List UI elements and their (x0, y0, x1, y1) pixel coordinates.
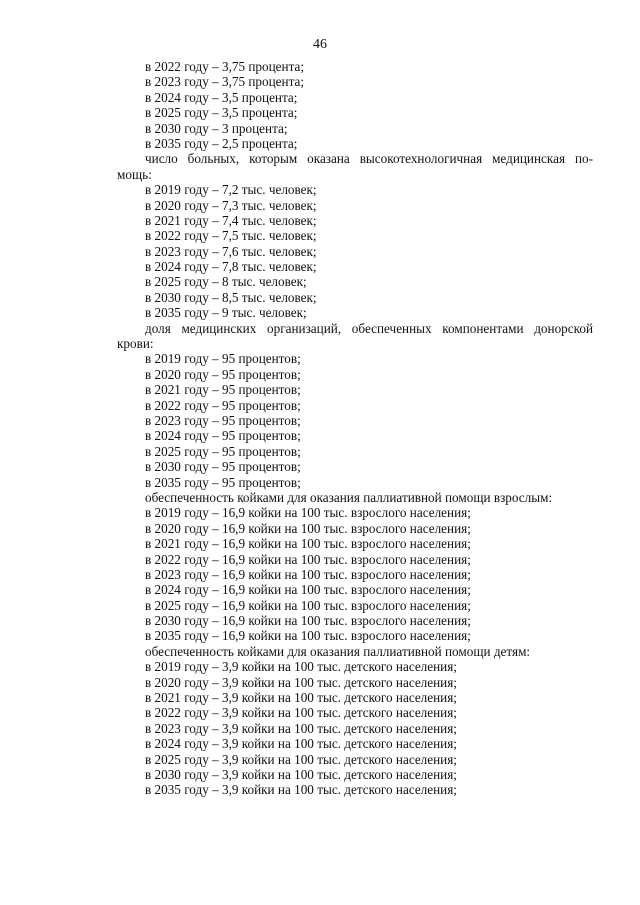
list-item: в 2025 году – 3,9 койки на 100 тыс. детского населения; (145, 751, 457, 767)
list-item: обеспеченность койками для оказания паллиативной помощи взрослым: (145, 489, 553, 505)
list-item: в 2030 году – 16,9 койки на 100 тыс. взрослого населения; (145, 613, 471, 629)
list-item: в 2019 году – 16,9 койки на 100 тыс. взрослого населения; (145, 505, 471, 521)
list-item: в 2023 году – 95 процентов; (145, 412, 301, 428)
list-item: в 2022 году – 95 процентов; (145, 397, 301, 413)
list-item: в 2025 году – 16,9 койки на 100 тыс. взрослого населения; (145, 597, 471, 613)
list-item: в 2025 году – 8 тыс. человек; (145, 274, 307, 290)
list-item: в 2021 году – 95 процентов; (145, 382, 301, 398)
list-item: обеспеченность койками для оказания паллиативной помощи детям: (145, 643, 531, 659)
list-item: в 2020 году – 3,9 койки на 100 тыс. детского населения; (145, 674, 457, 690)
list-item: в 2024 году – 7,8 тыс. человек; (145, 259, 317, 275)
list-item: в 2021 году – 7,4 тыс. человек; (145, 212, 317, 228)
page-number: 46 (313, 37, 327, 52)
list-item: в 2035 году – 95 процентов; (145, 474, 301, 490)
list-item: в 2035 году – 9 тыс. человек; (145, 305, 307, 321)
list-item: в 2023 году – 16,9 койки на 100 тыс. взрослого населения; (145, 566, 471, 582)
list-item: в 2022 году – 7,5 тыс. человек; (145, 228, 317, 244)
list-item: в 2022 году – 3,9 койки на 100 тыс. детского населения; (145, 705, 457, 721)
list-item: в 2030 году – 95 процентов; (145, 459, 301, 475)
document-body (117, 59, 593, 798)
list-item: в 2023 году – 3,75 процента; (145, 74, 305, 90)
list-item: в 2024 году – 3,5 процента; (145, 89, 298, 105)
list-item: в 2035 году – 3,9 койки на 100 тыс. детского населения; (145, 782, 457, 798)
list-item: в 2030 году – 8,5 тыс. человек; (145, 289, 317, 305)
list-item: в 2021 году – 16,9 койки на 100 тыс. взрослого населения; (145, 536, 471, 552)
list-item: в 2025 году – 95 процентов; (145, 443, 301, 459)
list-item: в 2022 году – 16,9 койки на 100 тыс. взрослого населения; (145, 551, 471, 567)
list-item: в 2024 году – 95 процентов; (145, 428, 301, 444)
list-item: в 2030 году – 3,9 койки на 100 тыс. детского населения; (145, 766, 457, 782)
list-item: в 2020 году – 95 процентов; (145, 366, 301, 382)
list-item: в 2020 году – 7,3 тыс. человек; (145, 197, 317, 213)
list-item: в 2024 году – 16,9 койки на 100 тыс. взрослого населения; (145, 582, 471, 598)
list-item: в 2021 году – 3,9 койки на 100 тыс. детского населения; (145, 690, 457, 706)
list-item: в 2025 году – 3,5 процента; (145, 105, 298, 121)
list-item: в 2019 году – 95 процентов; (145, 351, 301, 367)
list-item: в 2030 году – 3 процента; (145, 120, 288, 136)
paragraph-heading-line: доля медицинских организаций, обеспеченных компонентами донорской (145, 320, 593, 336)
list-item: в 2019 году – 3,9 койки на 100 тыс. детского населения; (145, 659, 457, 675)
list-item: в 2023 году – 3,9 койки на 100 тыс. детского населения; (145, 720, 457, 736)
list-item: в 2020 году – 16,9 койки на 100 тыс. взрослого населения; (145, 520, 471, 536)
list-item: в 2024 году – 3,9 койки на 100 тыс. детского населения; (145, 736, 457, 752)
paragraph-heading-line: число больных, которым оказана высокотехнологичная медицинская по- (145, 151, 593, 167)
list-item: в 2035 году – 16,9 койки на 100 тыс. взрослого населения; (145, 628, 471, 644)
list-item: в 2023 году – 7,6 тыс. человек; (145, 243, 317, 259)
paragraph-heading-continuation: крови: (117, 336, 154, 352)
list-item: в 2035 году – 2,5 процента; (145, 135, 298, 151)
list-item: в 2022 году – 3,75 процента; (145, 59, 305, 74)
paragraph-heading-continuation: мощь: (117, 166, 152, 182)
list-item: в 2019 году – 7,2 тыс. человек; (145, 182, 317, 198)
